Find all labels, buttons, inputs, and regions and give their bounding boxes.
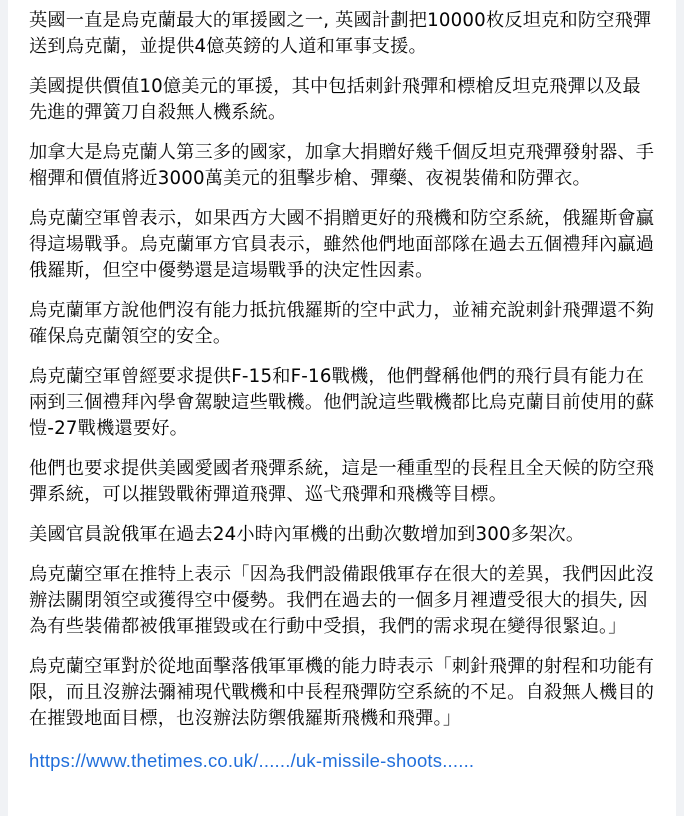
post-paragraph-6: 烏克蘭空軍曾經要求提供F-15和F-16戰機，他們聲稱他們的飛行員有能力在兩到三個禮拜內學會駕駛這些戰機。他們說這些戰機都比烏克蘭目前使用的蘇愷-27戰機還要好。	[29, 366, 655, 439]
post-paragraph-7: 他們也要求提供美國愛國者飛彈系統，這是一種重型的長程且全天候的防空飛彈系統，可以摧毀戰術彈道飛彈、巡弋飛彈和飛機等目標。	[29, 458, 655, 505]
post-paragraph-10: 烏克蘭空軍對於從地面擊落俄軍軍機的能力時表示「刺針飛彈的射程和功能有限，而且沒辦法彌補現代戰機和中長程飛彈防空系統的不足。自殺無人機目的在摧毀地面目標，也沒辦法防禦俄羅斯飛機和飛彈。」	[29, 656, 655, 729]
post-paragraph-4: 烏克蘭空軍曾表示，如果西方大國不捐贈更好的飛機和防空系統，俄羅斯會贏得這場戰爭。烏克蘭軍方官員表示，雖然他們地面部隊在過去五個禮拜內贏過俄羅斯，但空中優勢還是這場戰爭的決定性因素。	[29, 208, 655, 281]
post-paragraph-3: 加拿大是烏克蘭人第三多的國家，加拿大捐贈好幾千個反坦克飛彈發射器、手榴彈和價值將近3000萬美元的狙擊步槍、彈藥、夜視裝備和防彈衣。	[29, 142, 655, 189]
post-paragraph-9: 烏克蘭空軍在推特上表示「因為我們設備跟俄軍存在很大的差異，我們因此沒辦法關閉領空或獲得空中優勢。我們在過去的一個多月裡遭受很大的損失, 因為有些裝備都被俄軍摧毀或在行動中受損，我們的需求現在變得很緊迫。」	[29, 564, 655, 637]
source-link[interactable]: https://www.thetimes.co.uk/....../uk-missile-shoots......	[29, 750, 475, 771]
post-card	[8, 0, 676, 816]
post-paragraph-2: 美國提供價值10億美元的軍援，其中包括刺針飛彈和標槍反坦克飛彈以及最先進的彈簧刀自殺無人機系統。	[29, 76, 641, 123]
post-paragraph-5: 烏克蘭軍方說他們沒有能力抵抗俄羅斯的空中武力，並補充說刺針飛彈還不夠確保烏克蘭領空的安全。	[29, 300, 655, 347]
post-paragraph-8: 美國官員說俄軍在過去24小時內軍機的出動次數增加到300多架次。	[29, 524, 585, 545]
post-paragraph-1: 英國一直是烏克蘭最大的軍援國之一, 英國計劃把10000枚反坦克和防空飛彈送到烏克蘭，並提供4億英鎊的人道和軍事支援。	[29, 10, 652, 57]
